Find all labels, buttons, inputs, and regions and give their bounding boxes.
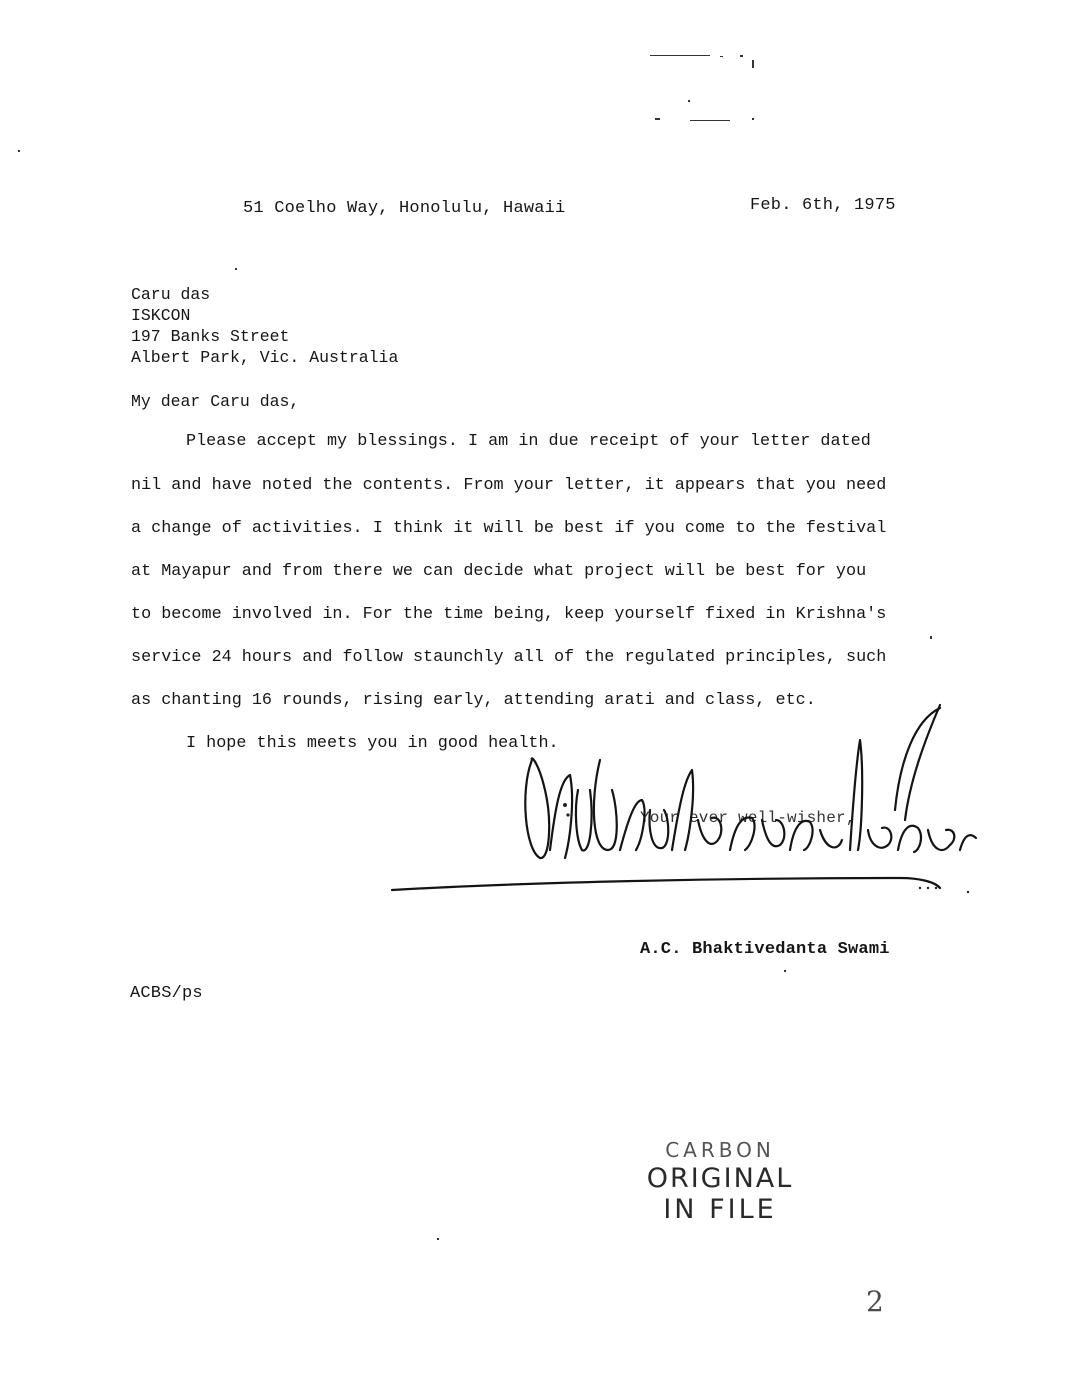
body-line: nil and have noted the contents. From your letter, it appears that you need <box>131 476 887 495</box>
salutation: My dear Caru das, <box>131 392 300 411</box>
stamp-line-2: ORIGINAL <box>646 1163 794 1194</box>
recipient-line: ISKCON <box>131 306 191 325</box>
body-line: at Mayapur and from there we can decide what project will be best for you <box>131 562 867 581</box>
stamp-line-3: IN FILE <box>663 1194 777 1225</box>
body-line: as chanting 16 rounds, rising early, attending arati and class, etc. <box>131 691 816 710</box>
closing: Your ever well-wisher, <box>640 809 856 827</box>
signatory-name: A.C. Bhaktivedanta Swami <box>640 940 890 959</box>
recipient-line: 197 Banks Street <box>131 327 290 346</box>
carbon-stamp <box>640 1140 800 1223</box>
body-line: to become involved in. For the time being, keep yourself fixed in Krishna's <box>131 605 887 624</box>
body-line: I hope this meets you in good health. <box>186 734 559 753</box>
recipient-line: Albert Park, Vic. Australia <box>131 348 399 367</box>
recipient-line: Caru das <box>131 285 211 304</box>
stamp-line-1: CARBON <box>665 1138 775 1162</box>
body-line: service 24 hours and follow staunchly all of the regulated principles, such <box>131 648 887 667</box>
handwritten-signature <box>380 700 980 910</box>
sender-address: 51 Coelho Way, Honolulu, Hawaii <box>243 199 566 218</box>
reference-initials: ACBS/ps <box>130 984 203 1003</box>
letter-date: Feb. 6th, 1975 <box>750 196 896 215</box>
page-number: 2 <box>866 1285 887 1318</box>
body-line: Please accept my blessings. I am in due receipt of your letter dated <box>186 432 871 451</box>
body-line: a change of activities. I think it will be best if you come to the festival <box>131 519 887 538</box>
